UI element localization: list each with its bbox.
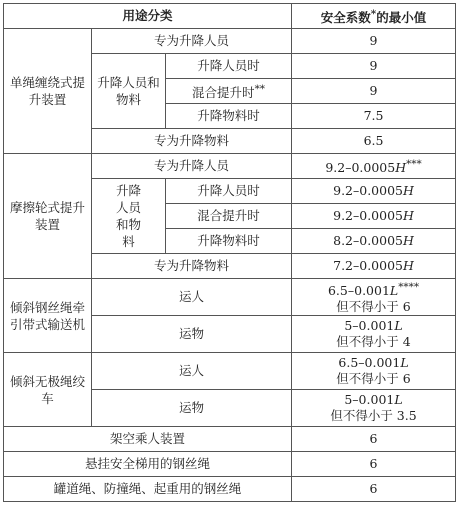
cell-purpose: 专为升降物料 — [92, 129, 292, 154]
cell-purpose: 专为升降人员 — [92, 154, 292, 179]
winding-hoist-label: 单绳缠绕式提升装置 — [4, 29, 92, 154]
cell-value: 9.2–0.0005H — [292, 204, 456, 229]
winding-mixed-group-label: 升降人员和物料 — [92, 54, 166, 129]
cell-purpose: 专为升降物料 — [92, 254, 292, 279]
cell-purpose: 悬挂安全梯用的钢丝绳 — [4, 452, 292, 477]
header-purpose: 用途分类 — [4, 4, 292, 29]
table-row — [4, 452, 456, 477]
cell-purpose: 罐道绳、防撞绳、起重用的钢丝绳 — [4, 477, 292, 502]
cell-value: 6.5–0.001L 但不得小于 6 — [292, 353, 456, 390]
cell-value: 5–0.001L 但不得小于 4 — [292, 316, 456, 353]
cell-value: 6.5–0.001L**** 但不得小于 6 — [292, 279, 456, 316]
table-row — [4, 29, 456, 54]
cell-purpose: 运物 — [92, 390, 292, 427]
cell-value: 8.2–0.0005H — [292, 229, 456, 254]
table-row — [4, 477, 456, 502]
cell-purpose: 升降物料时 — [166, 104, 292, 129]
cell-purpose: 混合提升时** — [166, 79, 292, 104]
cell-value: 6 — [292, 452, 456, 477]
cell-value: 9 — [292, 29, 456, 54]
cell-purpose: 升降物料时 — [166, 229, 292, 254]
table-row — [4, 353, 456, 390]
header-row — [4, 4, 456, 29]
cell-value: 7.2–0.0005H — [292, 254, 456, 279]
cell-value: 9 — [292, 79, 456, 104]
cell-value: 6 — [292, 427, 456, 452]
belt-conveyor-label: 倾斜钢丝绳牵引带式输送机 — [4, 279, 92, 353]
friction-hoist-label: 摩擦轮式提升装置 — [4, 154, 92, 279]
cell-value: 9.2–0.0005H — [292, 179, 456, 204]
safety-factor-table — [3, 3, 456, 502]
friction-mixed-group-label: 升降人员和物料 — [92, 179, 166, 254]
cell-value: 7.5 — [292, 104, 456, 129]
table-row — [4, 154, 456, 179]
cell-value: 6 — [292, 477, 456, 502]
cell-purpose: 升降人员时 — [166, 54, 292, 79]
table-row — [4, 427, 456, 452]
header-safety-factor: 安全系数*的最小值 — [292, 4, 456, 29]
cell-value: 9 — [292, 54, 456, 79]
cell-purpose: 混合提升时 — [166, 204, 292, 229]
cell-value: 6.5 — [292, 129, 456, 154]
cell-value: 9.2–0.0005H*** — [292, 154, 456, 179]
cell-purpose: 架空乘人装置 — [4, 427, 292, 452]
cell-purpose: 运物 — [92, 316, 292, 353]
cell-purpose: 专为升降人员 — [92, 29, 292, 54]
cell-value: 5–0.001L 但不得小于 3.5 — [292, 390, 456, 427]
cell-purpose: 升降人员时 — [166, 179, 292, 204]
table-row — [4, 279, 456, 316]
endless-winch-label: 倾斜无极绳绞车 — [4, 353, 92, 427]
cell-purpose: 运人 — [92, 279, 292, 316]
cell-purpose: 运人 — [92, 353, 292, 390]
